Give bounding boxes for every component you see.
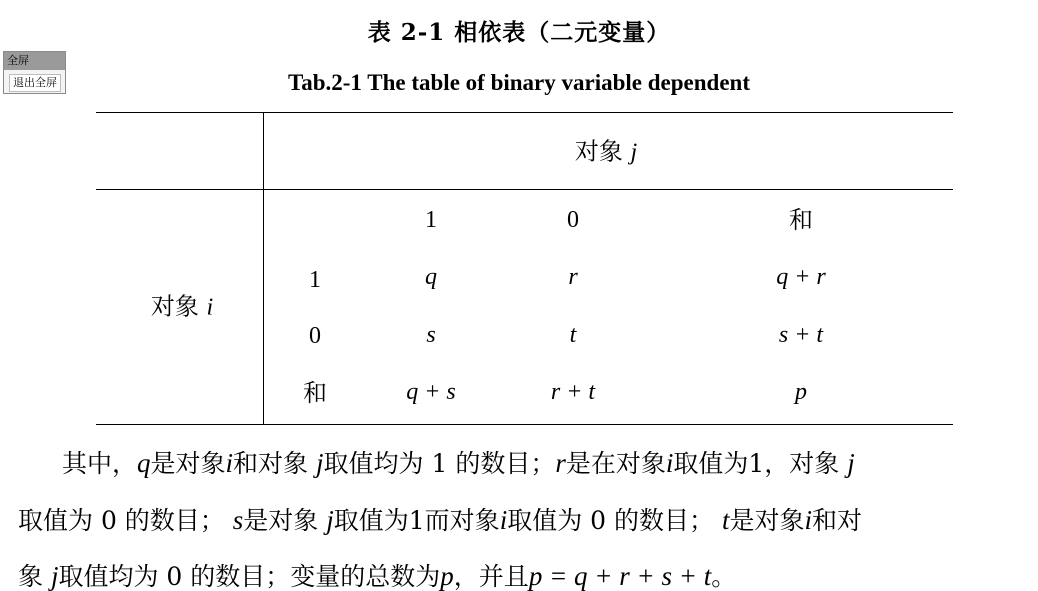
row-header-object-i: 对象 i xyxy=(150,292,214,321)
table-cell: q xyxy=(425,264,437,290)
table-cell: r xyxy=(568,264,578,290)
paragraph-line-2: 取值为 0 的数目； s是对象 j取值为1而对象i取值为 0 的数目； t是对象i和对 xyxy=(18,505,863,535)
column-header-object-j: 对象 j xyxy=(574,137,638,166)
row-label-sum: 和 xyxy=(303,379,327,407)
table-header-rule xyxy=(96,189,953,190)
table-cell: q + r xyxy=(776,264,826,290)
table-bottom-rule xyxy=(96,424,953,425)
column-label-1: 1 xyxy=(425,207,437,233)
table-vertical-rule xyxy=(263,112,264,424)
table-cell: p xyxy=(795,379,807,405)
exit-fullscreen-button[interactable]: 退出全屏 xyxy=(9,74,61,92)
column-label-0: 0 xyxy=(567,207,579,233)
table-caption-english: Tab.2-1 The table of binary variable dependent xyxy=(288,70,750,95)
table-top-rule xyxy=(96,112,953,113)
paragraph-line-1: 其中，q是对象i和对象 j取值均为 1 的数目；r是在对象i取值为1，对象 j xyxy=(62,448,855,478)
fullscreen-panel-title: 全屏 xyxy=(4,52,65,70)
table-cell: r + t xyxy=(550,379,596,405)
paragraph-line-3: 象 j取值均为 0 的数目；变量的总数为p，并且p = q + r + s + t。 xyxy=(18,561,737,591)
table-cell: s + t xyxy=(778,322,824,348)
table-caption-chinese: 表 2-1 相依表（二元变量） xyxy=(367,19,671,46)
row-label-1: 1 xyxy=(309,267,321,293)
fullscreen-panel xyxy=(3,51,66,94)
row-label-0: 0 xyxy=(309,323,321,349)
column-label-sum: 和 xyxy=(789,206,813,234)
table-cell: q + s xyxy=(406,379,456,405)
table-cell: t xyxy=(569,322,577,348)
table-cell: s xyxy=(426,322,436,348)
